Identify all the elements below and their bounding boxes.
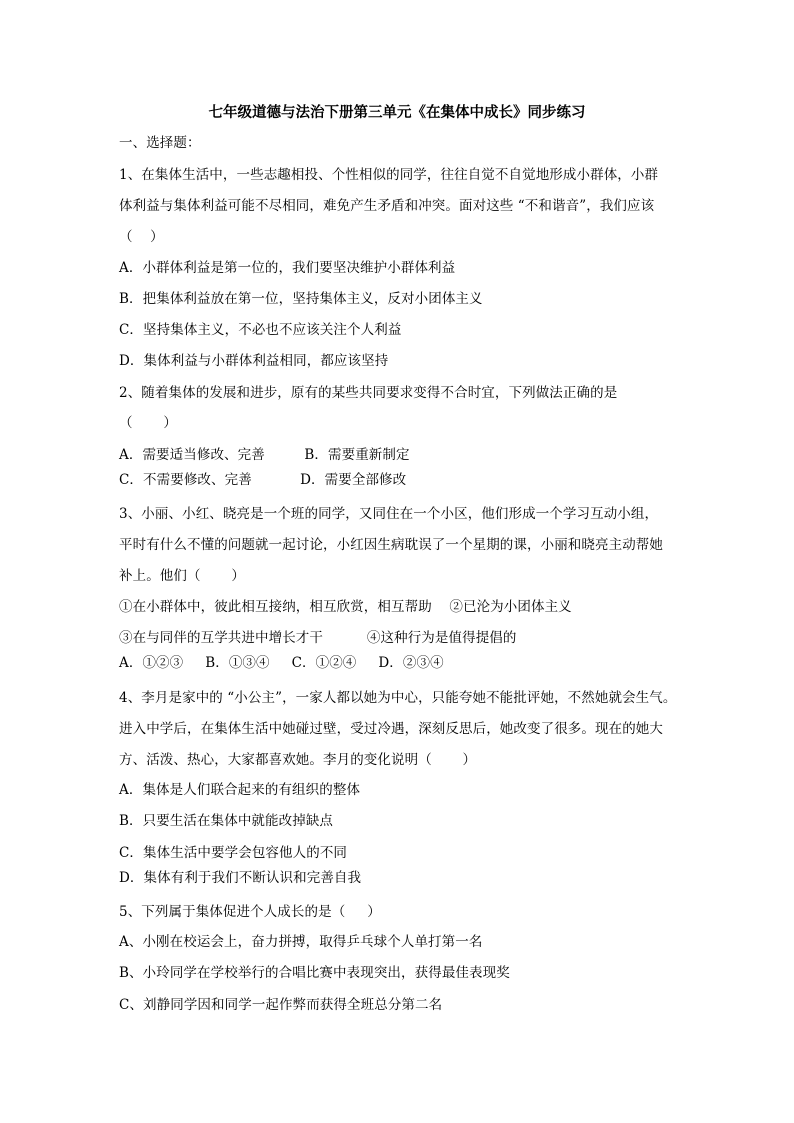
q1-option-d: D．集体利益与小群体利益相同，都应该坚持 (119, 353, 389, 369)
q2-options-row1: A．需要适当修改、完善 B．需要重新制定 (119, 447, 410, 463)
q3-statements-row1: ①在小群体中，彼此相互接纳，相互欣赏，相互帮助 ②已沦为小团体主义 (119, 599, 572, 615)
q2-options-row2: C．不需要修改、完善 D．需要全部修改 (119, 472, 407, 488)
q5-option-a: A、小刚在校运会上，奋力拼搏，取得乒乓球个人单打第一名 (119, 934, 483, 950)
q3-stem-line3: 补上。他们（ ） (119, 568, 245, 584)
section-heading: 一、选择题： (119, 135, 201, 151)
q4-option-a: A．集体是人们联合起来的有组织的整体 (119, 782, 361, 798)
q4-stem-line3: 方、活泼、热心，大家都喜欢她。李月的变化说明（ ） (119, 752, 477, 768)
q3-choices: A．①②③ B．①③④ C．①②④ D．②③④ (119, 655, 444, 671)
q1-option-b: B．把集体利益放在第一位，坚持集体主义，反对小团体主义 (119, 291, 483, 307)
q3-statements-row2: ③在与同伴的互学共进中增长才干 ④这种行为是值得提倡的 (119, 630, 517, 646)
q4-option-b: B．只要生活在集体中就能改掉缺点 (119, 813, 334, 829)
q4-stem-line2: 进入中学后，在集体生活中她碰过壁，受过冷遇，深刻反思后，她改变了很多。现在的她大 (119, 721, 663, 737)
q4-stem-line1: 4、李月是家中的 “小公主”，一家人都以她为中心，只能夸她不能批评她，不然她就会生气。 (119, 690, 677, 706)
q2-stem-line2: （ ） (119, 415, 177, 431)
q5-option-c: C、刘静同学因和同学一起作弊而获得全班总分第二名 (119, 997, 443, 1013)
q1-stem-line2: 体利益与集体利益可能不尽相同，难免产生矛盾和冲突。面对这些 “不和谐音”，我们应该 (119, 198, 655, 214)
q5-stem: 5、下列属于集体促进个人成长的是（ ） (119, 904, 381, 920)
q4-option-d: D．集体有利于我们不断认识和完善自我 (119, 870, 362, 886)
q4-option-c: C．集体生活中要学会包容他人的不同 (119, 845, 348, 861)
q1-option-a: A．小群体利益是第一位的，我们要坚决维护小群体利益 (119, 260, 456, 276)
q5-option-b: B、小玲同学在学校举行的合唱比赛中表现突出，获得最佳表现奖 (119, 965, 510, 981)
q1-stem-line3: （ ） (119, 229, 164, 245)
q3-stem-line2: 平时有什么不懂的问题就一起讨论，小红因生病耽误了一个星期的课，小丽和晓亮主动帮她 (119, 537, 663, 553)
q1-stem-line1: 1、在集体生活中，一些志趣相投、个性相似的同学，往往自觉不自觉地形成小群体，小群 (119, 167, 659, 183)
page-title: 七年级道德与法治下册第三单元《在集体中成长》同步练习 (208, 104, 586, 121)
q1-option-c: C．坚持集体主义，不必也不应该关注个人利益 (119, 322, 402, 338)
q3-stem-line1: 3、小丽、小红、晓亮是一个班的同学，又同住在一个小区，他们形成一个学习互动小组， (119, 506, 659, 522)
q2-stem-line1: 2、随着集体的发展和进步，原有的某些共同要求变得不合时宜，下列做法正确的是 (119, 385, 618, 401)
